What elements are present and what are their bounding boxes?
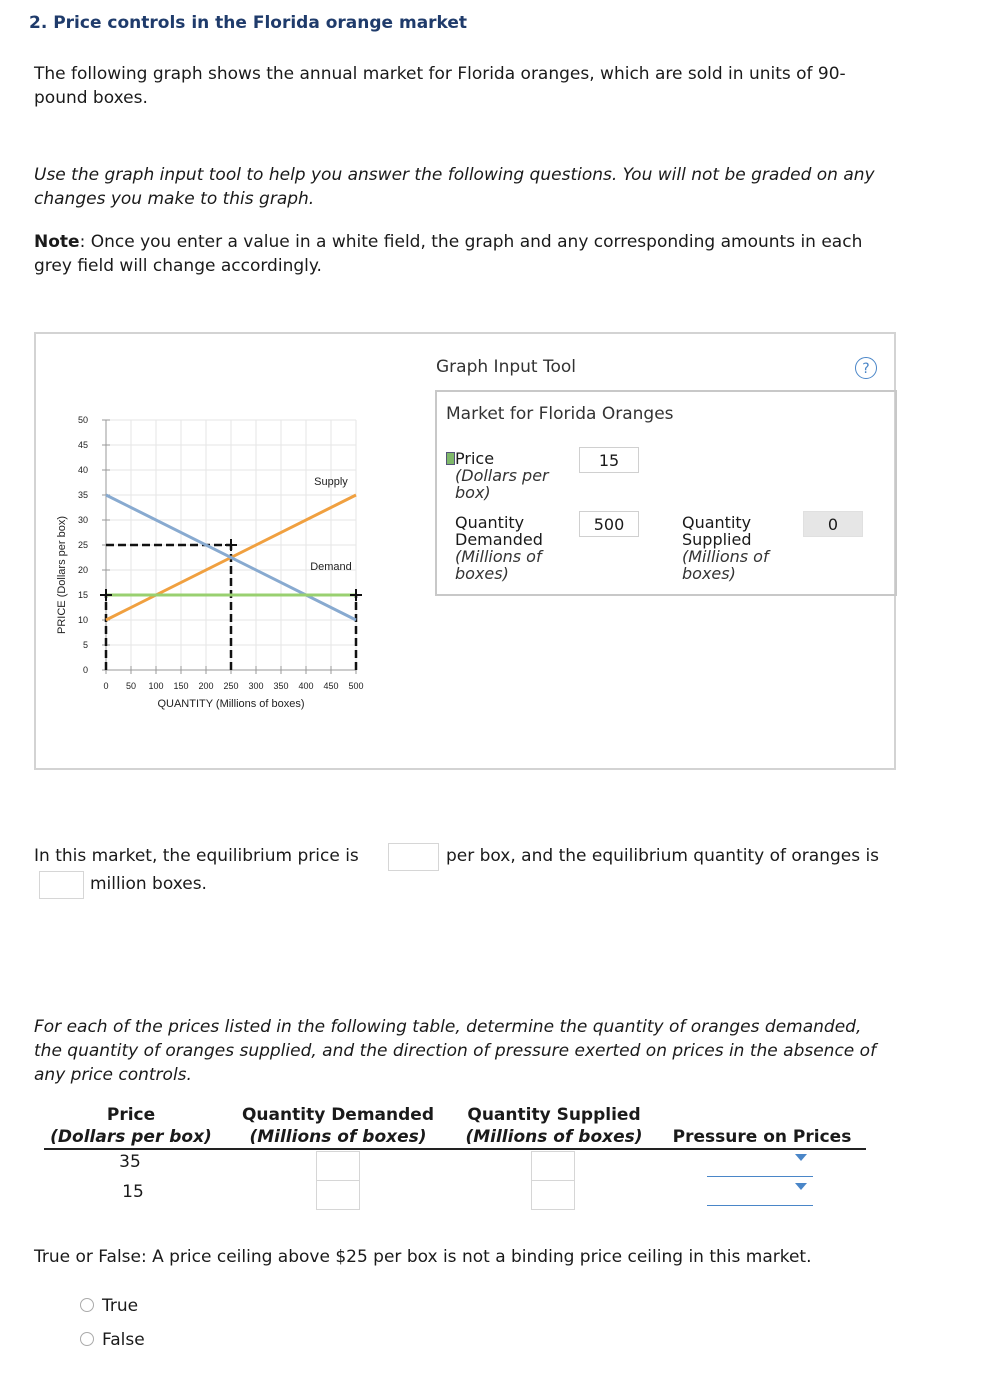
header-qd-unit: (Millions of boxes) xyxy=(249,1127,427,1147)
radio-false[interactable] xyxy=(80,1332,94,1346)
row-1-pressure-dropdown[interactable] xyxy=(707,1151,813,1177)
qd-label-2: Demanded xyxy=(455,530,543,549)
header-quantity-supplied xyxy=(455,1104,653,1148)
instruction-paragraph xyxy=(34,163,934,211)
note-paragraph xyxy=(34,230,934,278)
row-1-price: 35 xyxy=(119,1152,141,1172)
x-tick-label: 450 xyxy=(323,681,339,691)
table-intro-line-1: For each of the prices listed in the following table, determine the quantity of oranges demanded, xyxy=(34,1017,862,1037)
y-tick-label: 5 xyxy=(82,640,88,650)
y-tick-label: 10 xyxy=(77,615,88,625)
table-intro-line-3: any price controls. xyxy=(34,1065,192,1085)
header-price-unit: (Dollars per box) xyxy=(50,1127,212,1147)
quantity-demanded-input[interactable]: 500 xyxy=(579,511,639,537)
qs-label-2: Supplied xyxy=(682,530,752,549)
row-1-quantity-supplied-input[interactable] xyxy=(531,1151,575,1181)
instruction-line-2: changes you make to this graph. xyxy=(34,189,315,209)
market-panel-title: Market for Florida Oranges xyxy=(446,404,674,424)
price-unit-2: box) xyxy=(455,483,491,502)
row-2-quantity-demanded-input[interactable] xyxy=(316,1180,360,1210)
note-line-2: grey field will change accordingly. xyxy=(34,256,322,276)
x-tick-label: 150 xyxy=(173,681,189,691)
x-axis-title: QUANTITY (Millions of boxes) xyxy=(157,698,305,710)
table-header-rule xyxy=(44,1148,866,1150)
price-unit-1: (Dollars per xyxy=(455,466,549,485)
row-2-pressure-dropdown[interactable] xyxy=(707,1180,813,1206)
qs-label-1: Quantity xyxy=(682,513,752,532)
row-2-quantity-supplied-input[interactable] xyxy=(531,1180,575,1210)
demand-label: Demand xyxy=(310,561,352,573)
equilibrium-question-part1: In this market, the equilibrium price is xyxy=(34,846,359,866)
qd-unit-1: (Millions of xyxy=(455,547,542,566)
option-true-label: True xyxy=(102,1296,139,1316)
price-label-text: Price xyxy=(455,449,495,468)
table-intro xyxy=(34,1015,934,1087)
header-qd-label: Quantity Demanded xyxy=(241,1105,434,1125)
quantity-supplied-label xyxy=(682,514,769,582)
price-input[interactable]: 15 xyxy=(579,447,639,473)
help-icon[interactable]: ? xyxy=(855,357,877,379)
intro-line-2: pound boxes. xyxy=(34,88,148,108)
y-tick-label: 50 xyxy=(77,415,88,425)
x-tick-label: 500 xyxy=(348,681,364,691)
row-1-quantity-demanded-input[interactable] xyxy=(316,1151,360,1181)
y-axis-title: PRICE (Dollars per box) xyxy=(56,516,68,634)
x-tick-label: 400 xyxy=(298,681,314,691)
equilibrium-price-input[interactable] xyxy=(388,843,439,871)
chevron-down-icon xyxy=(795,1183,807,1190)
y-tick-label: 40 xyxy=(77,465,88,475)
price-field-label xyxy=(446,450,549,501)
y-tick-label: 15 xyxy=(77,590,88,600)
header-quantity-demanded xyxy=(230,1104,446,1148)
supply-label: Supply xyxy=(314,476,348,488)
quantity-demanded-label xyxy=(455,514,543,582)
x-tick-label: 50 xyxy=(125,681,137,691)
option-false[interactable] xyxy=(80,1330,145,1350)
qs-unit-1: (Millions of xyxy=(682,547,769,566)
quantity-supplied-readout: 0 xyxy=(803,511,863,537)
chevron-down-icon xyxy=(795,1154,807,1161)
x-tick-label: 350 xyxy=(273,681,289,691)
equilibrium-quantity-input[interactable] xyxy=(39,871,84,899)
y-tick-label: 30 xyxy=(77,515,88,525)
y-tick-label: 0 xyxy=(82,665,88,675)
question-title: 2. Price controls in the Florida orange market xyxy=(29,13,468,33)
true-false-question: True or False: A price ceiling above $25 per box is not a binding price ceiling in this market. xyxy=(34,1247,812,1267)
equilibrium-question-part3: million boxes. xyxy=(90,874,207,894)
option-true[interactable] xyxy=(80,1296,138,1316)
table-intro-line-2: the quantity of oranges supplied, and the direction of pressure exerted on prices in the absence of xyxy=(34,1041,877,1061)
equilibrium-question-part2: per box, and the equilibrium quantity of oranges is xyxy=(446,846,880,866)
option-false-label: False xyxy=(102,1330,145,1350)
note-label: Note xyxy=(34,232,80,252)
header-price-label: Price xyxy=(106,1105,156,1125)
x-tick-label: 300 xyxy=(248,681,264,691)
header-pressure: Pressure on Prices xyxy=(672,1127,852,1147)
intro-paragraph xyxy=(34,62,934,110)
market-chart[interactable] xyxy=(40,400,385,720)
price-marker-icon xyxy=(446,452,455,465)
instruction-line-1: Use the graph input tool to help you answer the following questions. You will not be graded on any xyxy=(34,165,875,185)
x-tick-label: 250 xyxy=(223,681,239,691)
y-tick-label: 20 xyxy=(77,565,88,575)
x-tick-label: 100 xyxy=(148,681,164,691)
header-price xyxy=(44,1104,218,1148)
x-tick-label: 200 xyxy=(198,681,214,691)
y-tick-label: 45 xyxy=(77,440,88,450)
note-line-1: : Once you enter a value in a white field, the graph and any corresponding amounts in each xyxy=(79,232,863,252)
y-tick-label: 25 xyxy=(77,540,88,550)
header-qs-label: Quantity Supplied xyxy=(467,1105,641,1125)
qd-label-1: Quantity xyxy=(455,513,525,532)
x-tick-label: 0 xyxy=(103,681,109,691)
header-qs-unit: (Millions of boxes) xyxy=(465,1127,643,1147)
graph-tool-title: Graph Input Tool xyxy=(436,357,576,377)
radio-true[interactable] xyxy=(80,1298,94,1312)
intro-line-1: The following graph shows the annual market for Florida oranges, which are sold in units of 90- xyxy=(34,64,846,84)
y-tick-label: 35 xyxy=(77,490,88,500)
row-2-price: 15 xyxy=(122,1182,144,1202)
qs-unit-2: boxes) xyxy=(682,564,736,583)
qd-unit-2: boxes) xyxy=(455,564,509,583)
